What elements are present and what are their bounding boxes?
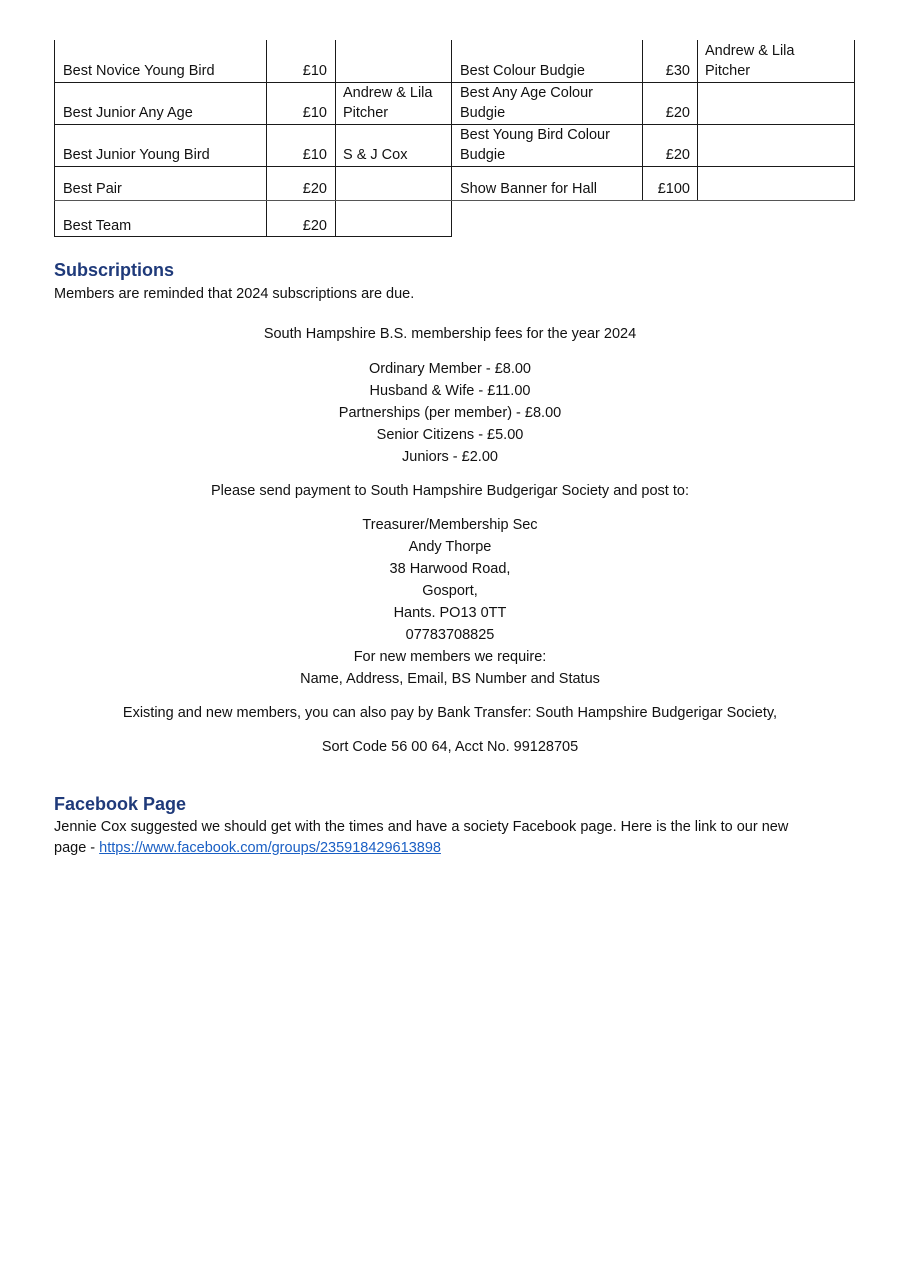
phone-number: 07783708825 — [405, 627, 495, 643]
award-donor: Andrew & Lila — [705, 43, 795, 59]
payment-instruction: Please send payment to South Hampshire Budgerigar Society and post to: — [211, 483, 689, 499]
address-line: Andy Thorpe — [408, 539, 492, 555]
award-name: Best Pair — [63, 181, 122, 197]
award-amount: £10 — [302, 63, 327, 79]
bank-details: Sort Code 56 00 64, Acct No. 99128705 — [321, 739, 579, 755]
table-border — [854, 40, 855, 200]
address-line: 38 Harwood Road, — [389, 561, 511, 577]
table-border — [54, 82, 855, 83]
table-border — [54, 40, 55, 237]
fee-item: Husband & Wife - £11.00 — [369, 383, 531, 399]
award-amount: £30 — [665, 63, 690, 79]
fee-item: Senior Citizens - £5.00 — [376, 427, 524, 443]
address-line: Gosport, — [422, 583, 478, 599]
table-border — [54, 124, 855, 125]
facebook-text: Jennie Cox suggested we should get with the times and have a society Facebook page. Here is the link to our new — [54, 819, 789, 835]
award-name: Best Colour Budgie — [460, 63, 585, 79]
award-donor: Pitcher — [343, 105, 389, 121]
fee-item: Ordinary Member - £8.00 — [369, 361, 531, 377]
award-donor: S & J Cox — [343, 147, 408, 163]
award-amount: £20 — [665, 147, 690, 163]
award-name: Best Any Age Colour — [460, 85, 593, 101]
award-amount: £10 — [302, 147, 327, 163]
facebook-link-line — [54, 838, 441, 859]
award-name: Best Young Bird Colour — [460, 127, 610, 143]
award-name: Show Banner for Hall — [460, 181, 598, 197]
facebook-link-prefix: page - — [54, 840, 100, 856]
table-border — [54, 236, 452, 237]
award-amount: £100 — [657, 181, 690, 197]
award-donor: Andrew & Lila — [343, 85, 433, 101]
subscriptions-heading: Subscriptions — [54, 260, 175, 280]
award-donor: Pitcher — [705, 63, 751, 79]
award-amount: £20 — [302, 218, 327, 234]
fees-title: South Hampshire B.S. membership fees for the year 2024 — [263, 326, 637, 342]
facebook-heading: Facebook Page — [54, 794, 187, 814]
fee-item: Partnerships (per member) - £8.00 — [338, 405, 562, 421]
bank-transfer-text: Existing and new members, you can also pay by Bank Transfer: South Hampshire Budgerigar Society, — [122, 705, 778, 721]
table-border — [697, 40, 698, 200]
facebook-group-link[interactable]: https://www.facebook.com/groups/235918429613898 — [99, 840, 441, 856]
award-amount: £20 — [665, 105, 690, 121]
award-name: Best Junior Any Age — [63, 105, 193, 121]
address-line: Treasurer/Membership Sec — [362, 517, 538, 533]
award-name: Budgie — [460, 105, 506, 121]
subscriptions-intro: Members are reminded that 2024 subscriptions are due. — [54, 286, 415, 302]
award-amount: £10 — [302, 105, 327, 121]
new-members-note: For new members we require: — [353, 649, 547, 665]
new-members-requirements: Name, Address, Email, BS Number and Status — [300, 671, 600, 687]
award-name: Budgie — [460, 147, 506, 163]
table-border — [54, 166, 855, 167]
table-border — [335, 40, 336, 237]
fee-item: Juniors - £2.00 — [402, 449, 498, 465]
award-name: Best Novice Young Bird — [63, 63, 215, 79]
table-border — [451, 40, 452, 237]
address-line: Hants. PO13 0TT — [393, 605, 507, 621]
award-amount: £20 — [302, 181, 327, 197]
table-border — [54, 200, 855, 201]
award-name: Best Team — [63, 218, 132, 234]
award-name: Best Junior Young Bird — [63, 147, 210, 163]
